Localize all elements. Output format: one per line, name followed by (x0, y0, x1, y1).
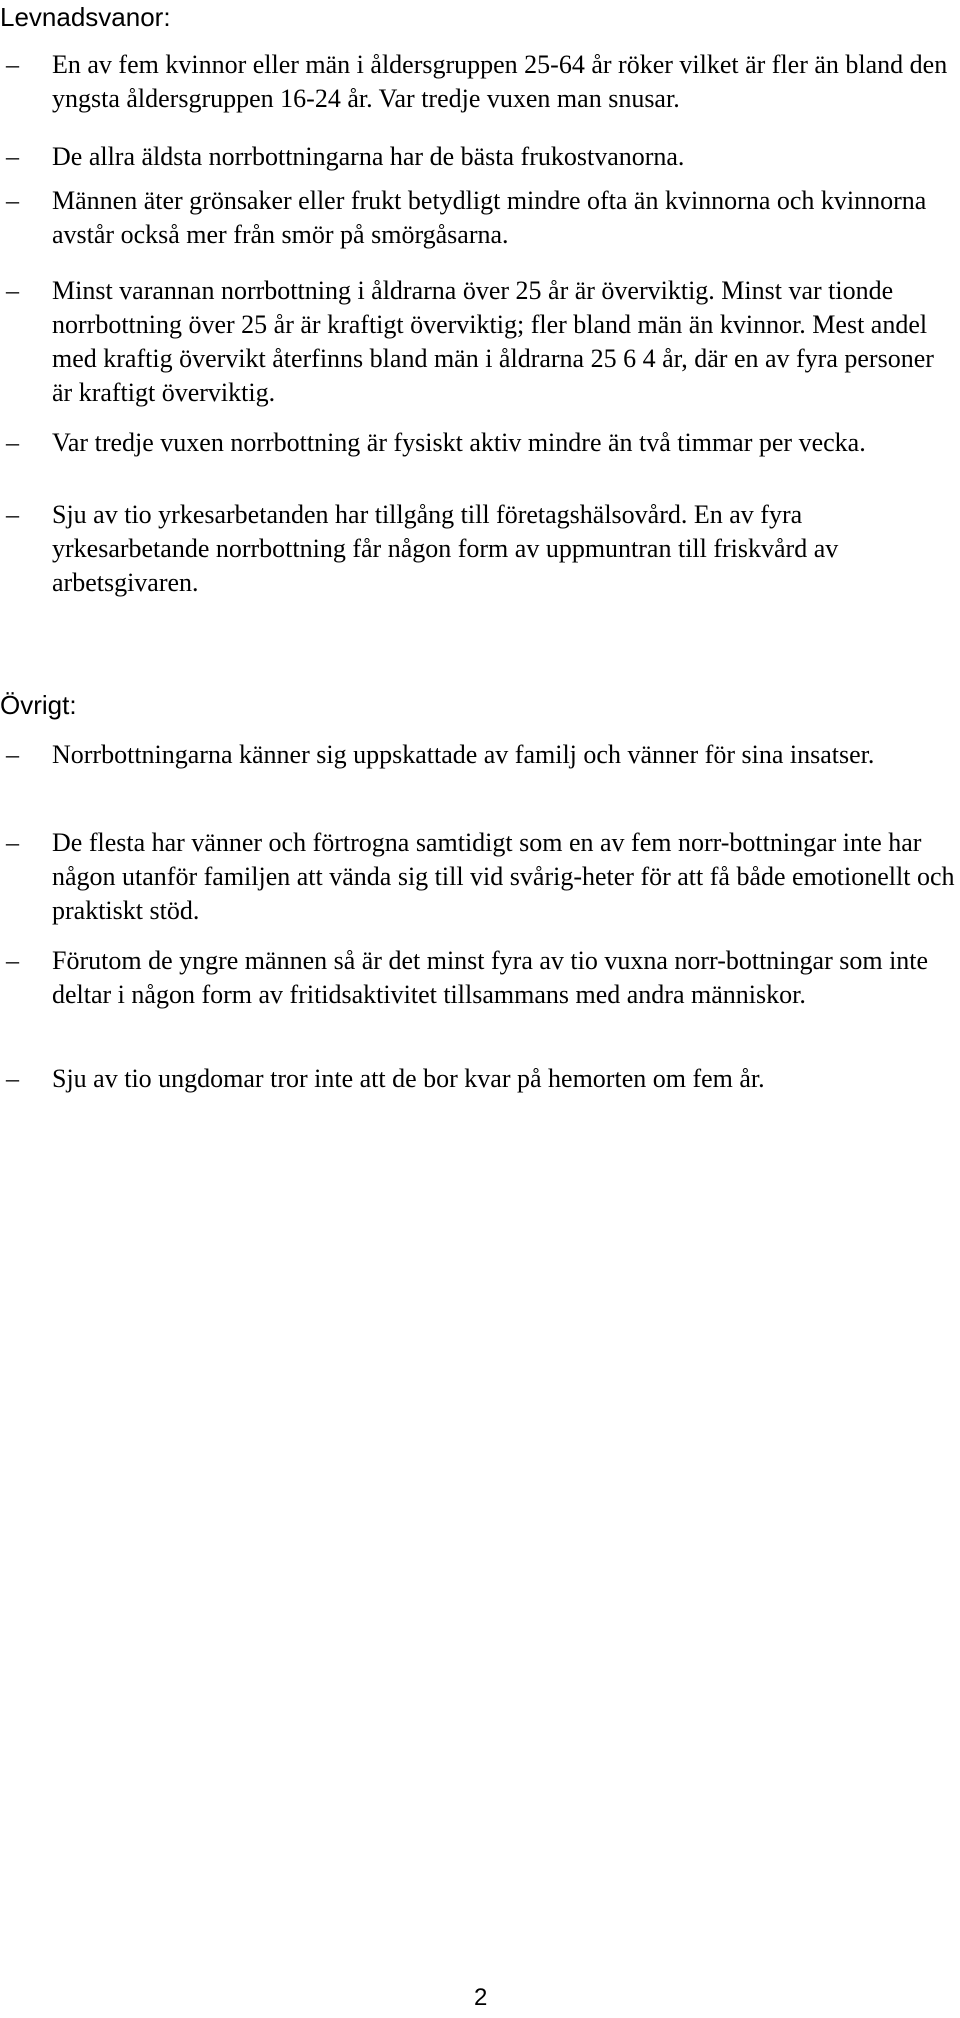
dash-bullet: – (6, 186, 19, 215)
list-item (0, 1062, 960, 1106)
dash-bullet: – (6, 740, 19, 769)
dash-bullet: – (6, 946, 19, 975)
list-item (0, 498, 960, 604)
list-item-text: Sju av tio ungdomar tror inte att de bor kvar på hemorten om fem år. (52, 1064, 765, 1093)
list-item (0, 944, 960, 1062)
list-item-text: Förutom de yngre männen så är det minst fyra av tio vuxna norr-bottningar som inte deltar i någon form av fritidsaktivitet tillsammans med andra människor. (52, 946, 929, 1009)
list-item (0, 48, 960, 140)
dash-bullet: – (6, 428, 19, 457)
section-heading-ovrigt: Övrigt: (0, 690, 77, 720)
dash-bullet: – (6, 142, 19, 171)
list-item-text: De flesta har vänner och förtrogna samtidigt som en av fem norr-bottningar inte har någon utanför familjen att vända sig till vid svårig-heter för att få både emotionellt och praktiskt stöd. (52, 828, 955, 925)
dash-bullet: – (6, 500, 19, 529)
list-item-text: En av fem kvinnor eller män i åldersgruppen 25-64 år röker vilket är fler än bland den yngsta åldersgruppen 16-24 år. Var tredje vuxen man snusar. (52, 50, 948, 113)
dash-bullet: – (6, 50, 19, 79)
list-item-text: Minst varannan norrbottning i åldrarna över 25 år är överviktig. Minst var tionde norrbottning över 25 år är kraftigt överviktig; fler bland män än kvinnor. Mest andel med kraftig övervikt återfinns bland män i åldrarna 25 6 4 år, där en av fyra personer är kraftigt överviktig. (52, 276, 934, 407)
list-item-text: Sju av tio yrkesarbetanden har tillgång till företagshälsovård. En av fyra yrkesarbetande norrbottning får någon form av uppmuntran till friskvård av arbetsgivaren. (52, 500, 839, 597)
list-item (0, 274, 960, 426)
list-item (0, 826, 960, 944)
section-heading-levnadsvanor: Levnadsvanor: (0, 2, 171, 32)
list-item (0, 140, 960, 184)
bullet-list-levnadsvanor (0, 48, 960, 604)
list-item (0, 426, 960, 498)
list-item-text: Männen äter grönsaker eller frukt betydligt mindre ofta än kvinnorna och kvinnorna avstår också mer från smör på smörgåsarna. (52, 186, 927, 249)
dash-bullet: – (6, 1064, 19, 1093)
list-item (0, 738, 960, 826)
list-item-text: Norrbottningarna känner sig uppskattade av familj och vänner för sina insatser. (52, 740, 875, 769)
list-item-text: Var tredje vuxen norrbottning är fysiskt aktiv mindre än två timmar per vecka. (52, 428, 866, 457)
dash-bullet: – (6, 828, 19, 857)
page-number: 2 (474, 1984, 488, 2011)
dash-bullet: – (6, 276, 19, 305)
bullet-list-ovrigt (0, 738, 960, 1106)
list-item-text: De allra äldsta norrbottningarna har de bästa frukostvanorna. (52, 142, 685, 171)
list-item (0, 184, 960, 274)
